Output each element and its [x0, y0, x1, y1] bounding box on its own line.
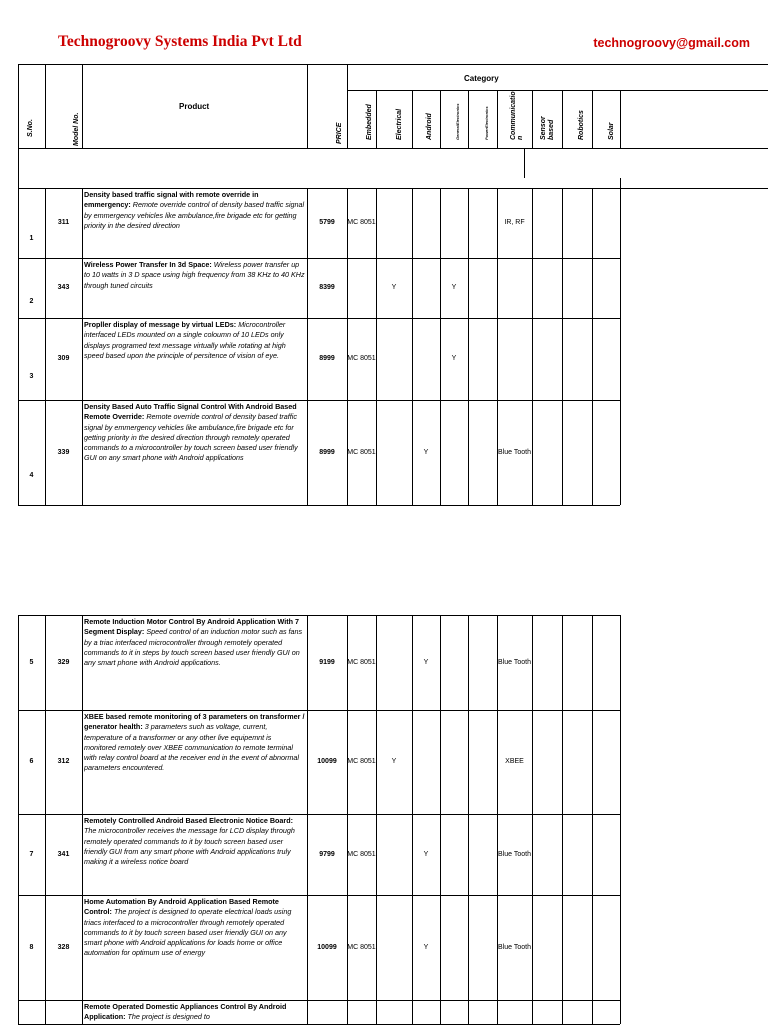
cell-power — [468, 1000, 497, 1024]
cell-power — [468, 258, 497, 318]
cell-electrical — [376, 318, 412, 400]
table-rule — [562, 188, 563, 505]
cell-embedded — [347, 1000, 376, 1024]
cell-general — [440, 710, 468, 814]
cell-embedded: MC 8051 — [347, 219, 376, 226]
cell-embedded: MC 8051 — [347, 448, 376, 456]
cell-electrical — [376, 1000, 412, 1024]
product-detail: 3 parameters such as voltage, current, temperature of a transformer or any other live equipemnt is monitored remotely over XBEE communication to remote terminal with relay control board at the receiver end in the event of abnormal parameters encountered. — [84, 722, 299, 773]
product-detail: Remote override control of density based traffic signal by emmergency vehicles like ambulance,fire brigade etc for getting priority in the desired direction — [84, 200, 305, 230]
cell-model: 311 — [57, 219, 70, 226]
category-header-8: Solar — [608, 122, 615, 140]
cell-communication: Blue Tooth — [498, 658, 531, 666]
cell-general — [440, 895, 468, 1000]
cell-embedded: MC 8051 — [347, 355, 376, 362]
table-rule — [18, 148, 768, 149]
product-detail: The project is designed to — [127, 1012, 210, 1022]
price-header: PRICE — [336, 122, 343, 144]
cell-price: 10099 — [317, 943, 337, 951]
table-rule — [532, 90, 533, 148]
cell-model: 343 — [57, 284, 70, 291]
cell-power — [468, 400, 497, 505]
cell-electrical — [376, 188, 412, 258]
cell-price: 9199 — [319, 658, 335, 666]
cell-sno: 1 — [29, 234, 34, 242]
table-rule — [412, 90, 413, 148]
table-rule — [347, 90, 768, 91]
cell-model: 341 — [57, 850, 70, 858]
cell-price: 8999 — [319, 448, 335, 456]
table-rule — [562, 615, 563, 1024]
cell-communication: Blue Tooth — [498, 448, 531, 456]
product-title: XBEE based remote monitoring of 3 parameters on transformer / generator health: — [84, 712, 305, 732]
product-title: Density Based Auto Traffic Signal Control With Android Based Remote Override: — [84, 402, 297, 422]
cell-communication — [497, 258, 532, 318]
table-rule — [532, 615, 533, 1024]
cell-embedded: MC 8051 — [347, 658, 376, 666]
cell-embedded: MC 8051 — [347, 850, 376, 858]
cell-sno: 6 — [29, 758, 34, 765]
cell-android — [412, 1000, 440, 1024]
cell-model: 339 — [57, 448, 70, 456]
cell-android — [412, 318, 440, 400]
cell-communication: Blue Tooth — [498, 943, 531, 951]
cell-power — [468, 895, 497, 1000]
cell-communication — [497, 318, 532, 400]
product-title: Remotely Controlled Android Based Electronic Notice Board: — [84, 816, 293, 825]
cell-power — [468, 188, 497, 258]
product-description — [84, 897, 305, 999]
cell-android — [412, 710, 440, 814]
table-rule — [347, 64, 348, 148]
cell-embedded: MC 8051 — [347, 758, 376, 765]
cell-general — [440, 1000, 468, 1024]
table-rule — [307, 64, 308, 148]
cell-sno: 8 — [29, 943, 34, 951]
cell-general — [440, 400, 468, 505]
table-rule — [592, 615, 593, 1024]
product-description — [84, 402, 305, 504]
table-rule — [562, 90, 563, 148]
table-rule — [18, 505, 620, 506]
category-header-0: Embedded — [366, 104, 373, 140]
cell-sno: 4 — [29, 472, 34, 480]
cell-general: Y — [451, 355, 457, 362]
category-header-5: Communicatio n — [510, 91, 524, 140]
cell-electrical — [376, 814, 412, 895]
product-detail: The microcontroller receives the message for LCD display through remotely operated commands to it by touch screen based user friendly GUI from any smart phone with Android applications truly making it a wireless notice board — [84, 826, 295, 867]
cell-embedded: MC 8051 — [347, 943, 376, 951]
product-title: Remote Induction Motor Control By Android Application With 7 Segment Display: — [84, 617, 300, 637]
category-header-4: PowerElectronics — [484, 106, 489, 140]
table-rule — [620, 178, 621, 188]
cell-communication: Blue Tooth — [498, 850, 531, 858]
cell-sno: 2 — [29, 297, 34, 305]
table-rule — [524, 148, 525, 178]
table-rule — [620, 615, 621, 1024]
table-rule — [18, 64, 19, 148]
product-description — [84, 260, 305, 317]
table-rule — [45, 64, 46, 148]
product-description — [84, 190, 305, 257]
cell-android: Y — [423, 448, 429, 456]
cell-general: Y — [451, 284, 457, 291]
table-rule — [532, 188, 533, 505]
cell-price: 8399 — [319, 284, 335, 291]
sno-header: S.No. — [27, 119, 34, 137]
cell-general — [440, 814, 468, 895]
cell-android — [412, 188, 440, 258]
cell-power — [468, 814, 497, 895]
category-header: Category — [464, 74, 499, 83]
cell-general — [440, 615, 468, 710]
cell-sno: 3 — [29, 373, 34, 381]
product-header: Product — [179, 102, 210, 111]
cell-model: 328 — [57, 943, 70, 951]
company-name: Technogroovy Systems India Pvt Ltd — [58, 33, 302, 50]
cell-embedded — [347, 258, 376, 318]
cell-price — [307, 1000, 347, 1024]
cell-sno: 5 — [29, 658, 34, 666]
table-rule — [620, 90, 621, 148]
product-title: Home Automation By Android Application Based Remote Control: — [84, 897, 279, 917]
product-description — [84, 816, 305, 894]
cell-sno: 7 — [29, 850, 34, 858]
cell-power — [468, 710, 497, 814]
cell-electrical: Y — [391, 284, 397, 291]
cell-model — [45, 1000, 82, 1024]
table-rule — [592, 188, 593, 505]
category-header-6: Sensor based — [540, 116, 555, 140]
cell-communication: XBEE — [505, 758, 524, 765]
cell-communication — [497, 1000, 532, 1024]
cell-price: 10099 — [317, 758, 337, 765]
table-rule — [620, 188, 621, 505]
company-email: technogroovy@gmail.com — [593, 36, 750, 50]
table-rule — [82, 188, 83, 505]
cell-electrical — [376, 895, 412, 1000]
product-detail: Wireless power transfer up to 10 watts in 3 D space using high frequency from 38 KHz to 40 KHz through tuned circuits — [84, 260, 305, 290]
product-detail: Microcontroller interfaced LEDs mounted on a single coloumn of 10 LEDs only displays programed text message virtually while rotating at high speed based upon the principle of persitence of vision of eye. — [84, 320, 286, 360]
cell-android — [412, 258, 440, 318]
cell-android: Y — [423, 658, 429, 666]
category-header-2: Android — [426, 113, 433, 140]
cell-price: 5799 — [319, 219, 335, 226]
cell-android: Y — [423, 943, 429, 951]
table-rule — [82, 615, 83, 1024]
cell-price: 9799 — [319, 850, 335, 858]
product-title: Wireless Power Transfer In 3d Space: — [84, 260, 212, 269]
product-description — [84, 320, 305, 399]
cell-electrical — [376, 400, 412, 505]
cell-electrical — [376, 615, 412, 710]
table-rule — [497, 90, 498, 148]
cell-power — [468, 318, 497, 400]
product-detail: Remote override control of density based traffic signal by emmergency vehicles like ambulance,fire brigade etc for getting priority in the desired direction through remotely operated commands to a microcontroller by touch screen based user friendly GUI on any smart phone with Android applications — [84, 412, 298, 463]
table-rule — [82, 64, 83, 148]
cell-general — [440, 188, 468, 258]
product-title: Density based traffic signal with remote override in emmergency: — [84, 190, 259, 210]
product-title: Propller display of message by virtual LEDs: — [84, 320, 237, 329]
category-header-3: GeneralElectronics — [455, 103, 460, 140]
cell-electrical: Y — [391, 758, 397, 765]
product-description — [84, 1002, 305, 1023]
cell-price: 8999 — [319, 355, 335, 362]
table-rule — [18, 64, 768, 65]
table-rule — [592, 90, 593, 148]
table-rule — [440, 90, 441, 148]
product-detail: Speed control of an induction motor such as fans by a triac interfaced microcontroller through remotely operated commands to it in steps by touch screen based user friendly GUI on any smart phone with Android applications. — [84, 627, 303, 668]
cell-model: 329 — [57, 658, 70, 666]
cell-model: 312 — [57, 758, 70, 765]
table-rule — [18, 148, 19, 188]
cell-communication: IR, RF — [504, 219, 525, 226]
cell-android: Y — [423, 850, 429, 858]
cell-power — [468, 615, 497, 710]
table-rule — [468, 90, 469, 148]
category-header-7: Robotics — [578, 110, 585, 140]
product-detail: The project is designed to operate electrical loads using triacs interfaced to a microcontroller through remotely operated commands to it by touch screen based user friendly GUI on any smart phone with Android applications for loads home or office automation for optimum use of energy — [84, 907, 292, 958]
table-rule — [376, 90, 377, 148]
product-title: Remote Operated Domestic Appliances Control By Android Application: — [84, 1002, 287, 1022]
category-header-1: Electrical — [396, 108, 403, 140]
cell-sno — [18, 1000, 45, 1024]
model-header: Model No. — [73, 112, 80, 146]
product-description — [84, 617, 305, 709]
product-description — [84, 712, 305, 813]
cell-model: 309 — [57, 355, 70, 362]
